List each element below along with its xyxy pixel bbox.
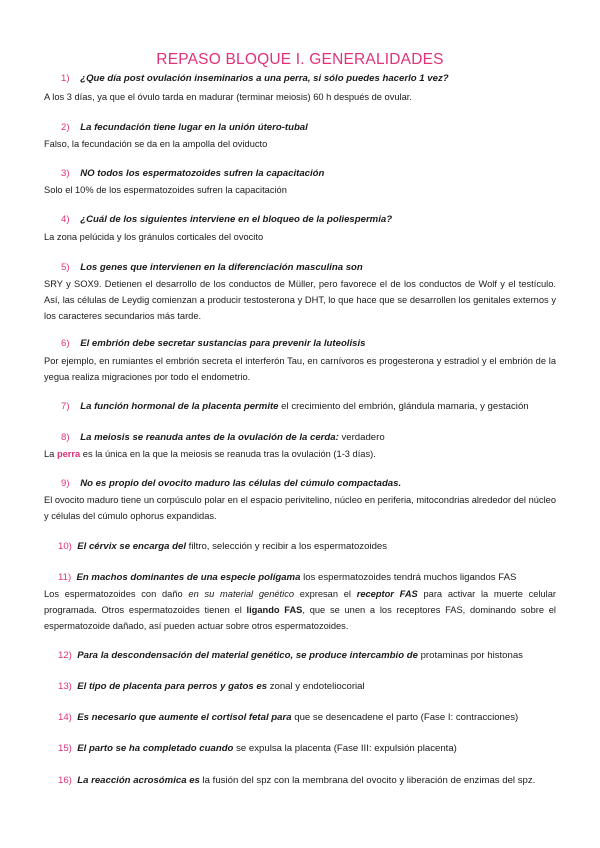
question-number: 3) xyxy=(61,168,70,179)
answer-3: Solo el 10% de los espermatozoides sufren la capacitación xyxy=(44,185,287,195)
question-text: ¿Cuál de los siguientes interviene en el bloqueo de la poliespermia? xyxy=(80,214,393,225)
question-number: 16) xyxy=(58,775,72,786)
question-text: El parto se ha completado cuando xyxy=(77,743,234,754)
question-number: 4) xyxy=(61,214,70,225)
question-continuation: filtro, selección y recibir a los espermatozoides xyxy=(186,541,388,552)
answer-text: , que se unen a los receptores FAS, dominando sobre el espermatozoide dañado, así pueden actuar sobre otros espermatozoides. xyxy=(44,605,556,631)
answer-5: SRY y SOX9. Detienen el desarrollo de los conductos de Müller, pero favorece el de los conductos de Wolf y el testículo. Así, las células de Leydig comienzan a producir testosterona y DHT, lo que hace que se desarrollen los genitales externos y los caracteres secundarios más tarde. xyxy=(44,279,556,321)
question-number: 7) xyxy=(61,401,70,412)
answer-text: es la única en la que la meiosis se reanuda tras la ovulación (1-3 días). xyxy=(80,449,376,459)
question-13 xyxy=(44,681,570,693)
question-10 xyxy=(44,541,570,553)
question-number: 10) xyxy=(58,541,72,552)
answer-text: para activar la muerte celular programada. Otros espermatozoides tienen el xyxy=(44,589,556,615)
answer-text: Los espermatozoides con daño xyxy=(44,589,189,599)
question-continuation: el crecimiento del embrión, glándula mamaria, y gestación xyxy=(278,401,529,412)
answer-emphasis: en su material genético xyxy=(188,589,295,599)
question-continuation: la fusión del spz con la membrana del ovocito y liberación de enzimas del spz. xyxy=(199,775,536,786)
question-14 xyxy=(44,712,570,724)
question-number: 6) xyxy=(61,338,70,349)
question-15 xyxy=(44,743,570,755)
question-7 xyxy=(44,401,573,413)
question-text: Para la descondensación del material genético, se produce intercambio de xyxy=(77,650,418,661)
question-continuation: protaminas por histonas xyxy=(417,650,523,661)
question-5 xyxy=(44,262,573,274)
question-12 xyxy=(44,650,570,662)
question-number: 14) xyxy=(58,712,72,723)
question-number: 9) xyxy=(61,478,70,489)
question-text: Los genes que intervienen en la diferenciación masculina son xyxy=(80,262,363,273)
answer-emphasis: receptor FAS xyxy=(356,589,418,599)
question-text: La meiosis se reanuda antes de la ovulación de la cerda: xyxy=(80,432,339,443)
question-text: El embrión debe secretar sustancias para prevenir la luteolisis xyxy=(80,338,366,349)
question-number: 11) xyxy=(58,572,72,583)
answer-9: El ovocito maduro tiene un corpúsculo polar en el espacio perivitelino, núcleo en periferia, mitocondrias alrededor del núcleo y células del cúmulo ophorus expandidas. xyxy=(44,495,556,521)
question-number: 8) xyxy=(61,432,70,443)
question-text: No es propio del ovocito maduro las células del cúmulo compactadas. xyxy=(80,478,402,489)
question-number: 5) xyxy=(61,262,70,273)
question-text: ¿Que día post ovulación inseminarios a una perra, si sólo puedes hacerlo 1 vez? xyxy=(80,73,449,84)
page-title: REPASO BLOQUE I. GENERALIDADES xyxy=(156,51,444,68)
question-text: La fecundación tiene lugar en la unión útero-tubal xyxy=(80,122,308,133)
question-number: 2) xyxy=(61,122,70,133)
highlighted-word: perra xyxy=(56,449,81,459)
answer-8 xyxy=(44,446,556,462)
question-text: NO todos los espermatozoides sufren la capacitación xyxy=(80,168,325,179)
question-3 xyxy=(44,168,573,180)
answer-text: expresan el xyxy=(294,589,357,599)
question-9 xyxy=(44,478,573,490)
answer-11 xyxy=(44,586,556,634)
question-8 xyxy=(44,432,573,444)
answer-4: La zona pelúcida y los gránulos corticales del ovocito xyxy=(44,232,264,242)
question-text: La reacción acrosómica es xyxy=(77,775,200,786)
question-continuation: verdadero xyxy=(338,432,385,443)
question-4 xyxy=(44,214,573,226)
question-text: La función hormonal de la placenta permite xyxy=(80,401,279,412)
question-text: El cérvix se encarga del xyxy=(77,541,187,552)
question-number: 13) xyxy=(58,681,72,692)
answer-2: Falso, la fecundación se da en la ampolla del oviducto xyxy=(44,139,268,149)
question-number: 1) xyxy=(61,73,70,84)
question-1 xyxy=(44,73,573,85)
question-text: Es necesario que aumente el cortisol fetal para xyxy=(77,712,292,723)
question-continuation: se expulsa la placenta (Fase III: expulsión placenta) xyxy=(233,743,457,754)
answer-emphasis: ligando FAS xyxy=(246,605,303,615)
question-text: El tipo de placenta para perros y gatos es xyxy=(77,681,268,692)
question-continuation: los espermatozoides tendrá muchos ligandos FAS xyxy=(300,572,517,583)
question-6 xyxy=(44,338,573,350)
question-text: En machos dominantes de una especie polígama xyxy=(76,572,301,583)
answer-1: A los 3 días, ya que el óvulo tarda en madurar (terminar meiosis) 60 h después de ovular. xyxy=(44,92,412,102)
question-2 xyxy=(44,122,573,134)
question-11 xyxy=(44,572,570,584)
answer-text: La xyxy=(44,449,57,459)
question-continuation: zonal y endoteliocorial xyxy=(267,681,365,692)
question-16 xyxy=(44,775,570,787)
question-number: 12) xyxy=(58,650,72,661)
answer-6: Por ejemplo, en rumiantes el embrión secreta el interferón Tau, en carnívoros es progesterona y estradiol y el embrión de la yegua realiza migraciones por todo el endometrio. xyxy=(44,356,556,382)
question-continuation: que se desencadene el parto (Fase I: contracciones) xyxy=(291,712,519,723)
question-number: 15) xyxy=(58,743,72,754)
